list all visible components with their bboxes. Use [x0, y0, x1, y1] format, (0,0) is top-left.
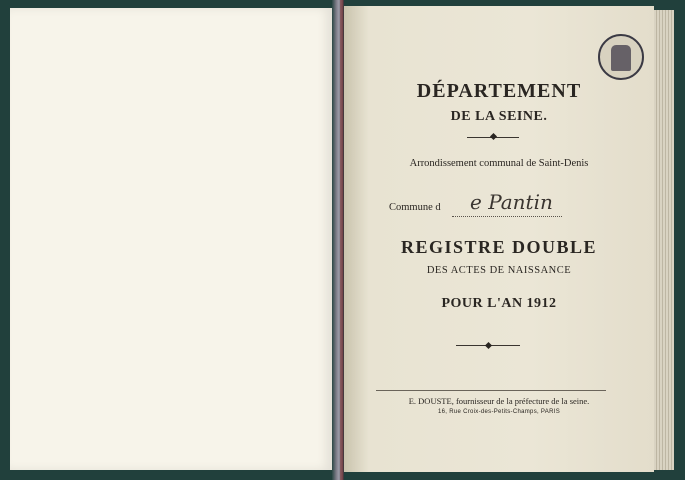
department-subheading: DE LA SEINE.	[450, 109, 548, 124]
commune-label: Commune d	[389, 202, 441, 213]
register-subtitle: DES ACTES DE NAISSANCE	[426, 265, 572, 276]
department-heading: DÉPARTEMENT	[416, 80, 582, 102]
stamp-figure	[611, 45, 631, 71]
page-edges	[654, 10, 674, 470]
commune-dotted-line	[452, 216, 562, 217]
year-line: POUR L'AN 1912	[441, 296, 557, 311]
printer-address: 16, Rue Croix-des-Petits-Champs, PARIS	[438, 409, 560, 415]
left-blank-page	[10, 8, 332, 470]
commune-value: e Pantin	[470, 190, 553, 214]
spine-binding	[340, 0, 343, 480]
arrondissement-line: Arrondissement communal de Saint-Denis	[409, 158, 589, 169]
footer-rule	[376, 390, 606, 391]
register-title: REGISTRE DOUBLE	[400, 237, 598, 257]
printer-line: E. DOUSTE, fournisseur de la préfecture de la seine.	[408, 396, 590, 406]
